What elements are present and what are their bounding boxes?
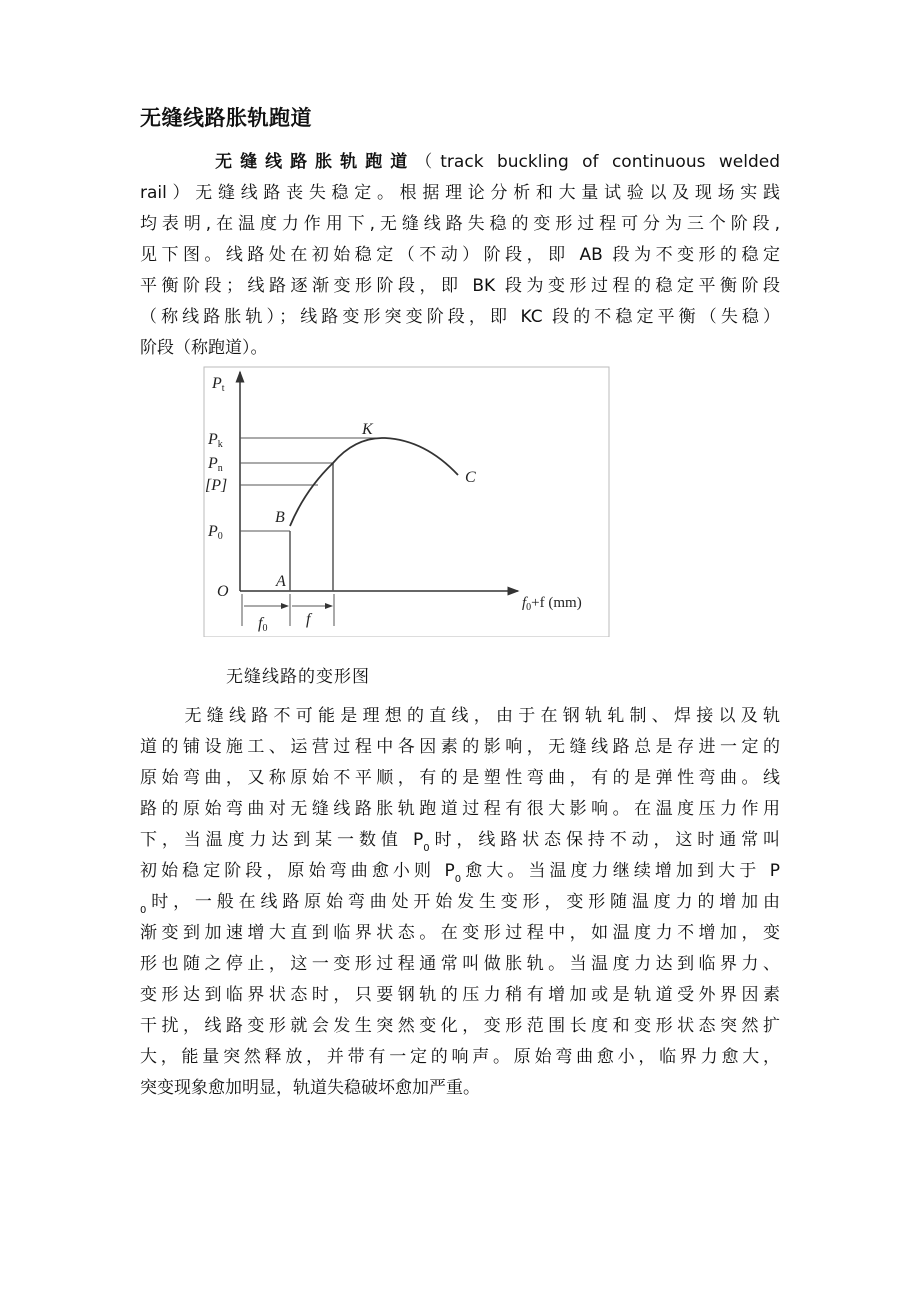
- text-line: [140, 732, 780, 763]
- text-segment: 无缝线路不可能是理想的直线，由于在钢轨轧制、焊接以及轨: [140, 706, 780, 726]
- paragraph-definition: [140, 147, 780, 364]
- text-segment: （称线路胀轨）；线路变形突变阶段，即 KC 段的不稳定平衡（失稳）: [140, 307, 780, 327]
- text-segment: rail）无缝线路丧失稳定。根据理论分析和大量试验以及现场实践: [140, 183, 780, 203]
- text-line: [140, 980, 780, 1011]
- label-f0: f0: [258, 615, 268, 634]
- label-allowable-p: [P]: [205, 477, 228, 494]
- label-pn: Pn: [208, 455, 223, 474]
- x-axis-label: $f_0+f$ (mm): [522, 595, 582, 613]
- figure-caption: 无缝线路的变形图: [226, 667, 370, 687]
- text-line: [140, 918, 780, 949]
- text-line: [140, 856, 780, 887]
- guide-lines: [240, 438, 385, 626]
- label-b: B: [275, 509, 285, 526]
- text-line: [140, 949, 780, 980]
- text-segment: 见下图。线路处在初始稳定（不动）阶段，即 AB 段为不变形的稳定: [140, 245, 780, 265]
- document-title: 无缝线路胀轨跑道: [140, 106, 312, 130]
- text-line: [140, 271, 780, 302]
- label-k: K: [362, 421, 373, 438]
- text-segment: 愈大。当温度力继续增加到大于 P: [461, 861, 781, 881]
- label-pk: Pk: [208, 431, 223, 450]
- label-c: C: [465, 469, 476, 486]
- text-segment: 变形达到临界状态时，只要钢轨的压力稍有增加或是轨道受外界因素: [140, 985, 780, 1005]
- text-segment: 渐变到加速增大直到临界状态。在变形过程中，如温度力不增加，变: [140, 923, 780, 943]
- subscript: 0: [423, 843, 430, 854]
- text-line: [140, 1011, 780, 1042]
- text-line: [140, 1042, 780, 1073]
- text-segment: 突变现象愈加明显，轨道失稳破坏愈加严重。: [140, 1078, 480, 1098]
- text-line: [140, 209, 780, 240]
- text-segment: 原始弯曲，又称原始不平顺，有的是塑性弯曲，有的是弹性弯曲。线: [140, 768, 780, 788]
- deformation-figure: [203, 366, 610, 637]
- text-segment: （track buckling of continuous welded: [415, 152, 781, 172]
- text-segment: 时，一般在线路原始弯曲处开始发生变形，变形随温度力的增加由: [146, 892, 780, 912]
- label-p0: P0: [208, 523, 223, 542]
- text-line: [140, 794, 780, 825]
- subscript: 0: [140, 905, 147, 916]
- text-segment: 干扰，线路变形就会发生突然变化，变形范围长度和变形状态突然扩: [140, 1016, 780, 1036]
- text-segment: 道的铺设施工、运营过程中各因素的影响，无缝线路总是存进一定的: [140, 737, 780, 757]
- deformation-curve: [290, 438, 458, 526]
- text-line: [140, 763, 780, 794]
- text-segment: 阶段（称跑道）。: [140, 338, 268, 358]
- y-axis-label: Pt: [212, 375, 225, 394]
- subscript: 0: [454, 874, 462, 885]
- text-segment: [140, 152, 215, 172]
- text-line: [140, 701, 780, 732]
- text-segment: 平衡阶段；线路逐渐变形阶段，即 BK 段为变形过程的稳定平衡阶段: [140, 276, 780, 296]
- text-line: [140, 825, 780, 856]
- text-line: [140, 178, 780, 209]
- text-segment: 时，线路状态保持不动，这时通常叫: [429, 830, 780, 850]
- text-segment: 路的原始弯曲对无缝线路胀轨跑道过程有很大影响。在温度压力作用: [140, 799, 780, 819]
- text-segment: 下，当温度力达到某一数值 P: [140, 830, 424, 850]
- text-segment: 初始稳定阶段，原始弯曲愈小则 P: [140, 861, 455, 881]
- text-segment: 均表明,在温度力作用下,无缝线路失稳的变形过程可分为三个阶段,: [140, 214, 780, 234]
- text-line: [140, 887, 780, 918]
- text-line: [140, 147, 780, 178]
- text-line: [140, 240, 780, 271]
- text-segment: 大，能量突然释放，并带有一定的响声。原始弯曲愈小，临界力愈大，: [140, 1047, 780, 1067]
- label-a: A: [276, 573, 286, 590]
- bold-term: 无缝线路胀轨跑道: [215, 152, 416, 172]
- label-origin: O: [217, 583, 229, 600]
- text-line: [140, 302, 780, 333]
- text-line: [140, 333, 780, 364]
- paragraph-explanation: [140, 701, 780, 1104]
- deformation-diagram: [203, 366, 610, 637]
- label-f: f: [306, 611, 311, 628]
- text-line: [140, 1073, 780, 1104]
- text-segment: 形也随之停止，这一变形过程通常叫做胀轨。当温度力达到临界力、: [140, 954, 780, 974]
